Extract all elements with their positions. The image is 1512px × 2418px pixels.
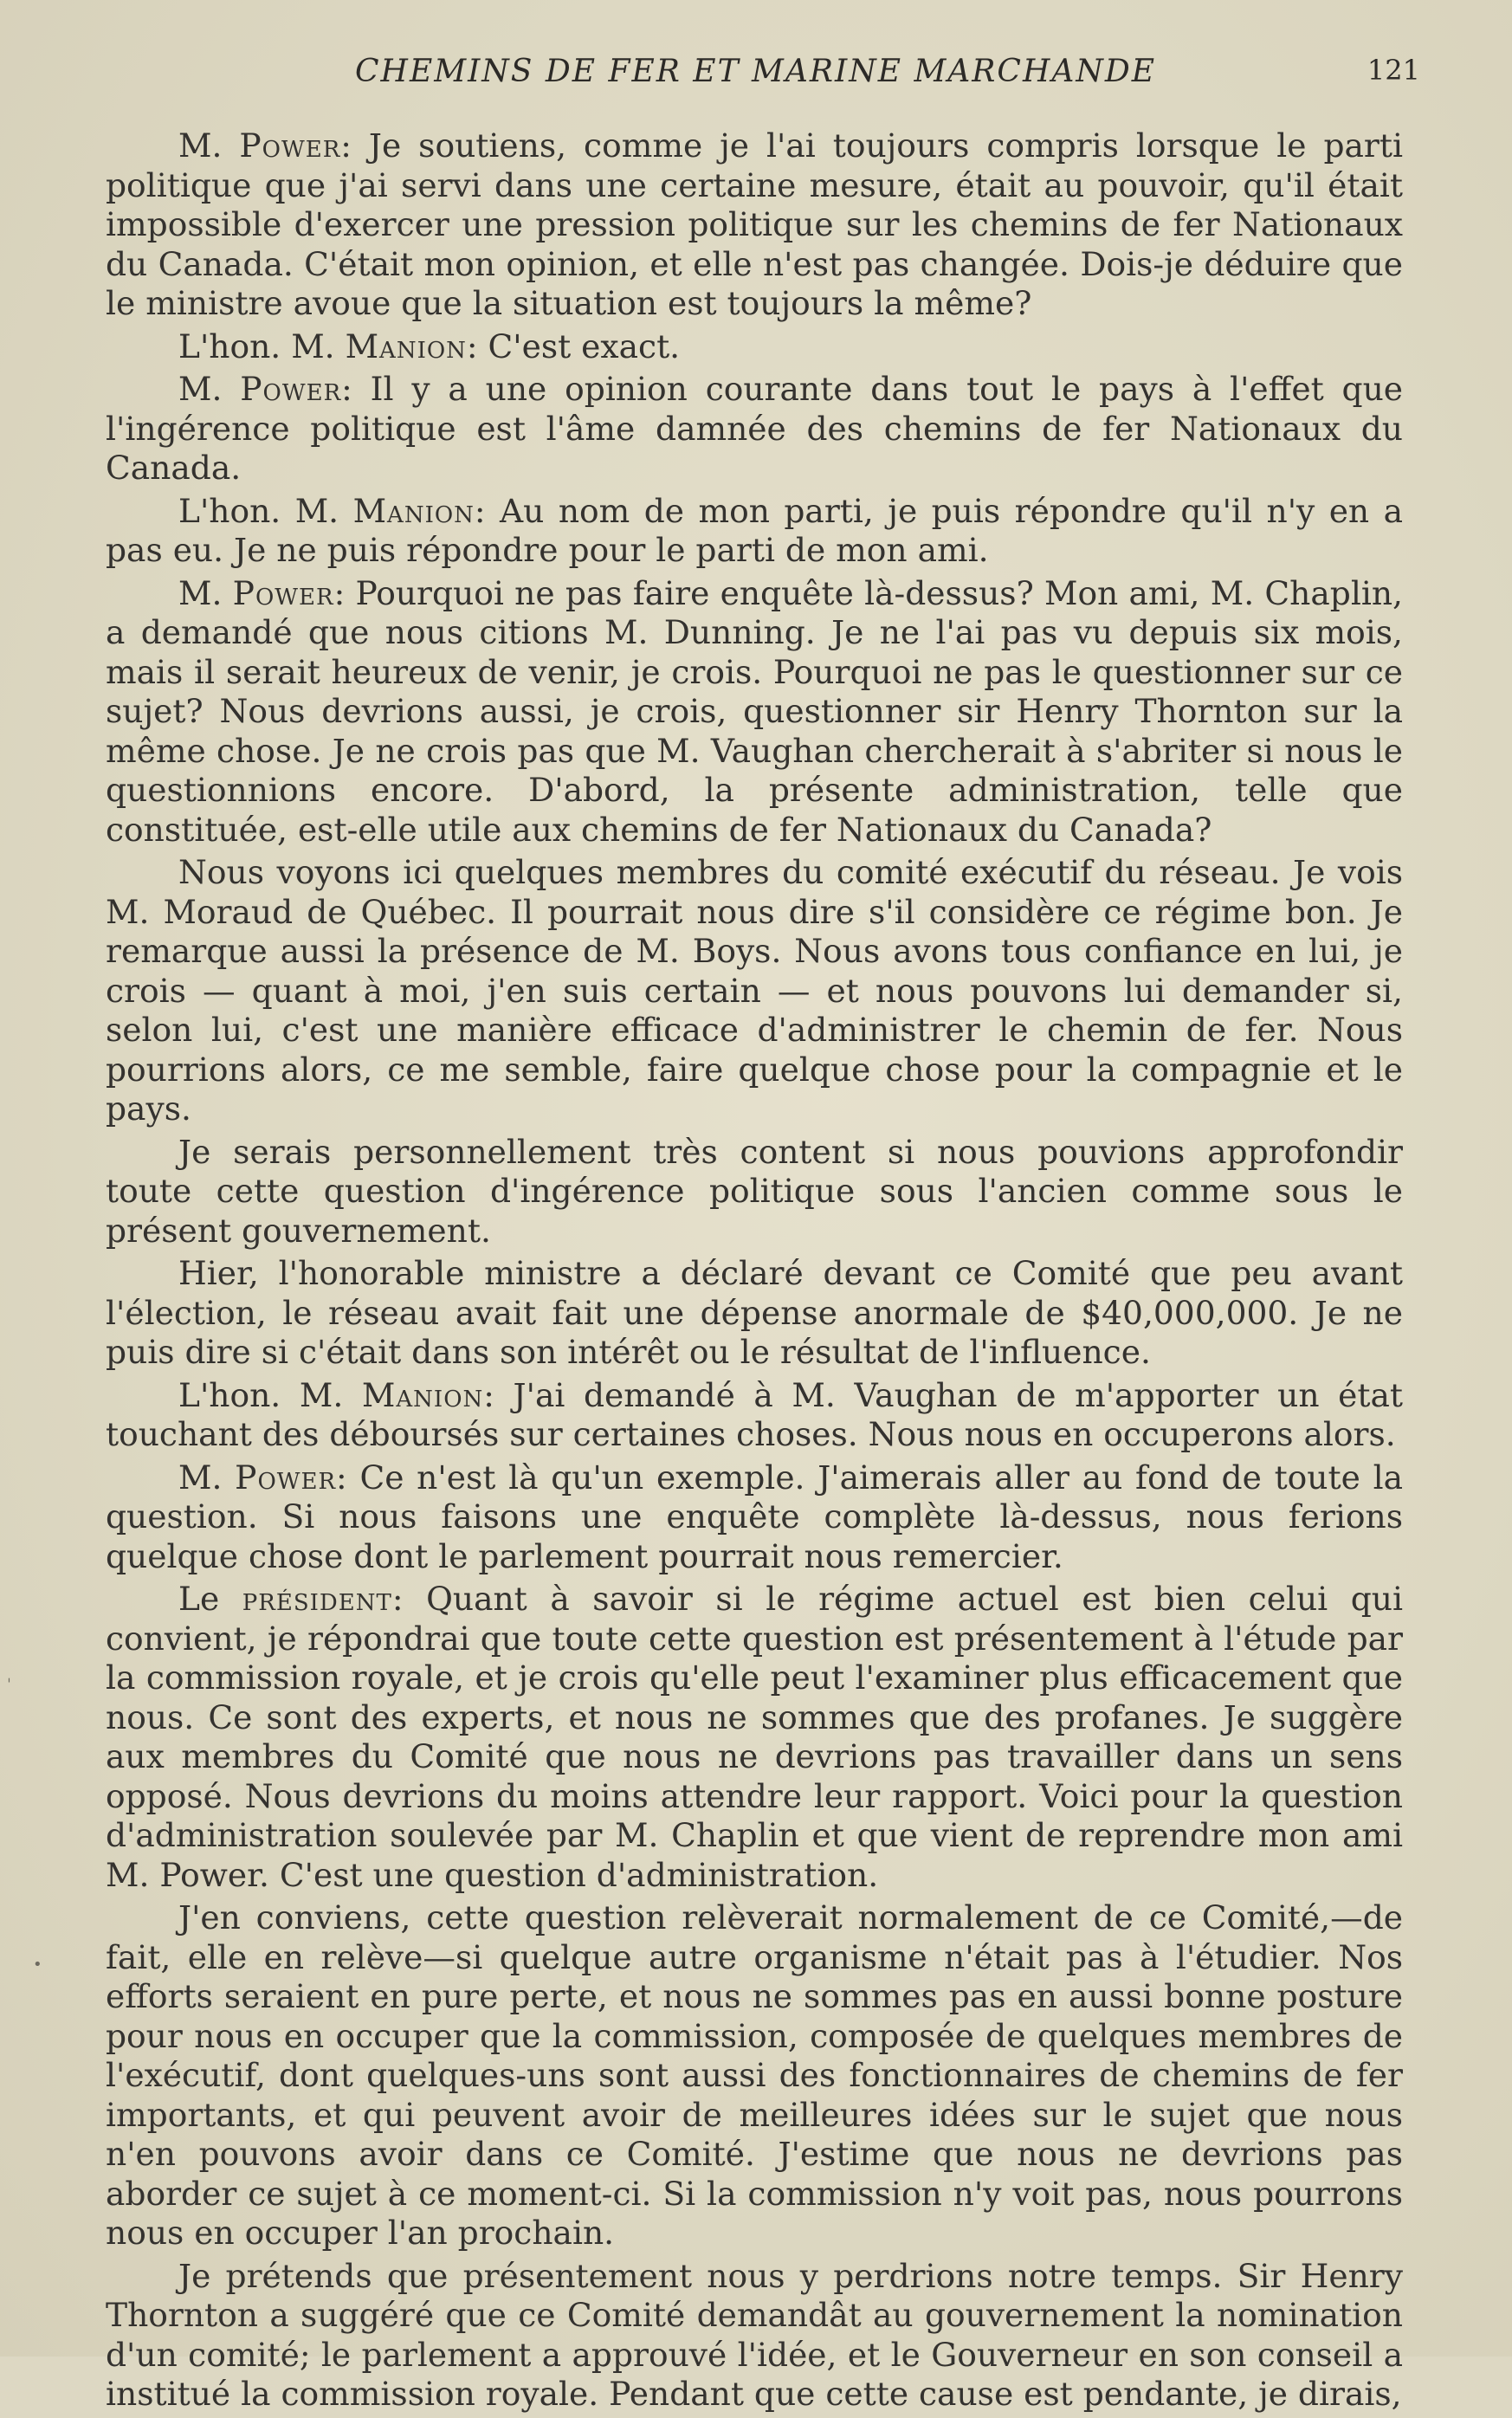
paragraph	[106, 1376, 1403, 1455]
speaker-name: Power	[239, 126, 341, 165]
text-body	[106, 126, 1403, 2418]
speaker-prefix: L'hon. M.	[178, 326, 346, 365]
paragraph-text: Je serais personnellement très content si nous pouvions approfondir toute cette question d'ingérence politique sous l'ancien comme sous le présent gouvernement.	[106, 1132, 1403, 1250]
speaker-suffix: :	[391, 1580, 427, 1618]
paragraph-text: C'est exact.	[488, 326, 681, 365]
margin-dot-mark: •	[33, 1956, 42, 1974]
paragraph	[106, 126, 1403, 324]
paragraph	[106, 370, 1403, 488]
paragraph	[106, 327, 1403, 367]
paragraph-text: Hier, l'honorable ministre a déclaré devant ce Comité que peu avant l'élection, le réseau avait fait une dépense anormale de $40,000,000. Je ne puis dire si c'était dans son intérêt ou le résultat de l'influence.	[106, 1254, 1403, 1371]
paragraph	[106, 1898, 1403, 2253]
paragraph	[106, 574, 1403, 850]
paragraph	[106, 1133, 1403, 1251]
paragraph-text: Quant à savoir si le régime actuel est bien celui qui convient, je répondrai que toute cette question est présentement à l'étude par la commission royale, et je crois qu'elle peut l'examiner plus efficacement que nous. Ce sont des experts, et nous ne sommes que des profanes. Je suggère aux membres du Comité que nous ne devrions pas travailler dans un sens opposé. Nous devrions du moins attendre leur rapport. Voici pour la question d'administration soulevée par M. Chaplin et que vient de reprendre mon ami M. Power. C'est une question d'administration.	[106, 1580, 1404, 1894]
margin-mark: ˈ	[7, 1676, 11, 1694]
paragraph-text: J'ai demandé à M. Vaughan de m'apporter un état touchant des déboursés sur certaines choses. Nous nous en occuperons alors.	[106, 1375, 1403, 1453]
speaker-suffix: :	[474, 491, 501, 530]
speaker-prefix: M.	[178, 1458, 236, 1497]
paragraph	[106, 492, 1403, 571]
speaker-suffix: :	[483, 1375, 514, 1414]
speaker-suffix: :	[466, 326, 488, 365]
paragraph	[106, 2257, 1403, 2415]
paragraph	[106, 1458, 1403, 1577]
speaker-prefix: L'hon. M.	[178, 491, 353, 530]
paragraph-text: Je soutiens, comme je l'ai toujours compris lorsque le parti politique que j'ai servi dans une certaine mesure, était au pouvoir, qu'il était impossible d'exercer une pression politique sur les chemins de fer Nationaux du Canada. C'était mon opinion, et elle n'est pas changée. Dois-je déduire que le ministre avoue que la situation est toujours la même?	[106, 126, 1404, 322]
running-head	[104, 54, 1420, 97]
paragraph	[106, 1254, 1403, 1373]
page-header-title: CHEMINS DE FER ET MARINE MARCHANDE	[355, 54, 1156, 89]
speaker-suffix: :	[336, 1458, 360, 1497]
speaker-name: Power	[232, 573, 334, 612]
speaker-name: Manion	[345, 326, 467, 365]
speaker-prefix: M.	[178, 126, 240, 165]
paragraph-text: Ce n'est là qu'un exemple. J'aimerais aller au fond de toute la question. Si nous faisons une enquête complète là-dessus, nous ferions quelque chose dont le parlement pourrait nous remercier.	[106, 1458, 1403, 1575]
paragraph-text: Je prétends que présentement nous y perdrions notre temps. Sir Henry Thornton a suggéré que ce Comité demandât au gouvernement la nomination d'un comité; le parlement a approuvé l'idée, et le Gouverneur en son conseil a institué la commission royale. Pendant que cette cause est pendante, je dirais,	[106, 2256, 1403, 2413]
paragraph-text: J'en conviens, cette question relèverait normalement de ce Comité,—de fait, elle en relève—si quelque autre organisme n'était pas à l'étudier. Nos efforts seraient en pure perte, et nous ne sommes pas en aussi bonne posture pour nous en occuper que la commission, composée de quelques membres de l'exécutif, dont quelques-uns sont aussi des fonctionnaires de chemins de fer importants, et qui peuvent avoir de meilleures idées sur le sujet que nous n'en pouvons avoir dans ce Comité. J'estime que nous ne devrions pas aborder ce sujet à ce moment-ci. Si la commission n'y voit pas, nous pourrons nous en occuper l'an prochain.	[106, 1898, 1403, 2252]
paragraph-text: Nous voyons ici quelques membres du comité exécutif du réseau. Je vois M. Moraud de Québec. Il pourrait nous dire s'il considère ce régime bon. Je remarque aussi la présence de M. Boys. Nous avons tous confiance en lui, je crois — quant à moi, j'en suis certain — et nous pouvons lui demander si, selon lui, c'est une manière efficace d'administrer le chemin de fer. Nous pourrions alors, ce me semble, faire quelque chose pour la compagnie et le pays.	[106, 853, 1403, 1128]
speaker-prefix: M.	[178, 370, 241, 408]
paragraph-text: Il y a une opinion courante dans tout le pays à l'effet que l'ingérence politique est l'âme damnée des chemins de fer Nationaux du Canada.	[106, 370, 1404, 487]
speaker-suffix: :	[341, 370, 371, 408]
speaker-suffix: :	[340, 126, 369, 165]
speaker-name: Power	[235, 1458, 337, 1497]
speaker-name: Manion	[361, 1375, 484, 1414]
speaker-prefix: Le	[178, 1580, 242, 1618]
speaker-name: Manion	[352, 491, 475, 530]
speaker-suffix: :	[333, 573, 356, 612]
speaker-name: Power	[240, 370, 342, 408]
speaker-prefix: L'hon. M.	[178, 1375, 362, 1414]
paragraph-text: Au nom de mon parti, je puis répondre qu'il n'y en a pas eu. Je ne puis répondre pour le parti de mon ami.	[106, 491, 1403, 569]
page-number: 121	[1367, 54, 1420, 87]
speaker-prefix: M.	[178, 573, 233, 612]
paragraph	[106, 1580, 1403, 1895]
paragraph-text: Pourquoi ne pas faire enquête là-dessus? Mon ami, M. Chaplin, a demandé que nous citions M. Dunning. Je ne l'ai pas vu depuis six mois, mais il serait heureux de venir, je crois. Pourquoi ne pas le questionner sur ce sujet? Nous devrions aussi, je crois, questionner sir Henry Thornton sur la même chose. Je ne crois pas que M. Vaughan chercherait à s'abriter si nous le questionnions encore. D'abord, la présente administration, telle que constituée, est-elle utile aux chemins de fer Nationaux du Canada?	[106, 573, 1404, 849]
paragraph	[106, 853, 1403, 1129]
speaker-name: président	[242, 1580, 392, 1618]
